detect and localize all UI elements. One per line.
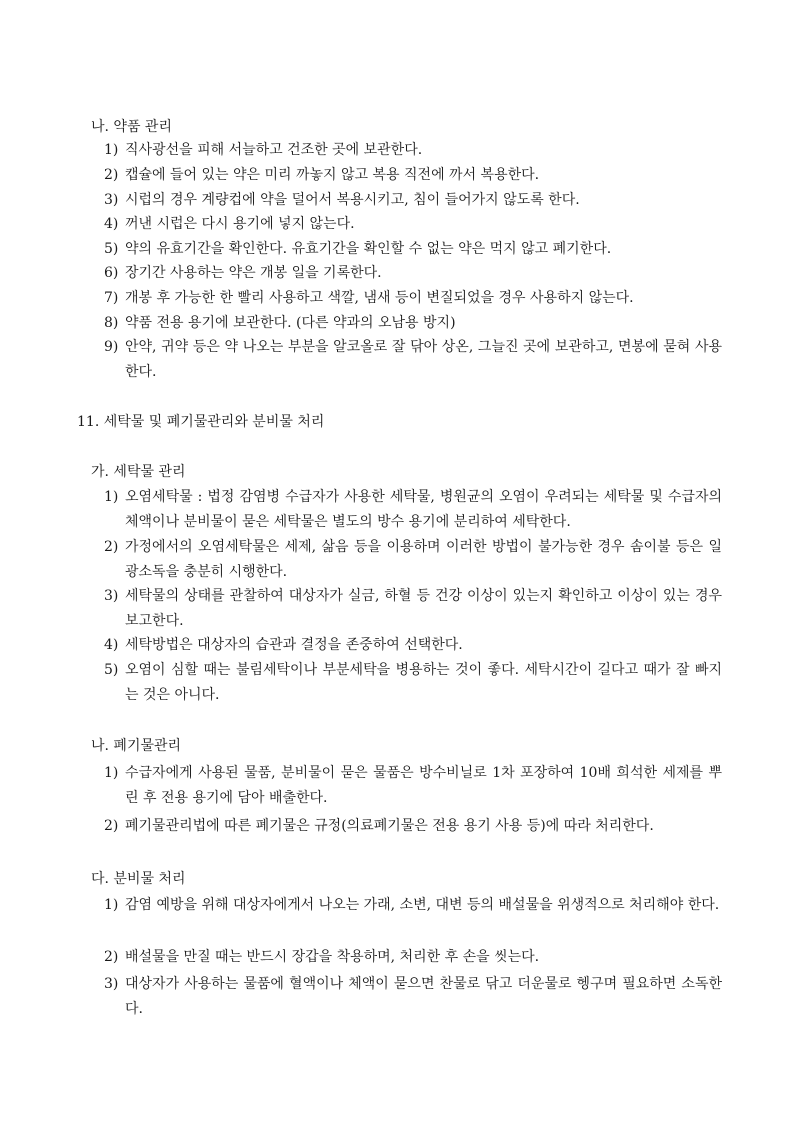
medicine-item-7 <box>104 286 722 311</box>
medicine-item-2 <box>104 163 722 188</box>
item-number: 3) <box>104 192 119 208</box>
item-number: 8) <box>104 315 119 331</box>
item-number: 4) <box>104 216 119 232</box>
medicine-item-9 <box>104 335 722 384</box>
secretion-item-1 <box>104 893 722 918</box>
item-text: 수급자에게 사용된 물품, 분비물이 묻은 물품은 방수비닐로 1차 포장하여 10배 희석한 세제를 뿌린 후 전용 용기에 담아 배출한다. <box>125 765 722 806</box>
item-text: 배설물을 만질 때는 반드시 장갑을 착용하며, 처리한 후 손을 씻는다. <box>125 949 540 965</box>
item-text: 캡슐에 들어 있는 약은 미리 까놓지 않고 복용 직전에 까서 복용한다. <box>125 167 540 183</box>
item-text: 감염 예방을 위해 대상자에게서 나오는 가래, 소변, 대변 등의 배설물을 위생적으로 처리해야 한다. <box>125 897 720 913</box>
medicine-item-3 <box>104 188 722 213</box>
secretion-item-2 <box>104 945 722 970</box>
medicine-item-4 <box>104 212 722 237</box>
item-text: 꺼낸 시럽은 다시 용기에 넣지 않는다. <box>125 216 355 232</box>
item-text: 약의 유효기간을 확인한다. 유효기간을 확인할 수 없는 약은 먹지 않고 폐기한다. <box>125 241 612 257</box>
item-number: 2) <box>104 167 119 183</box>
item-number: 1) <box>104 897 119 913</box>
item-text: 직사광선을 피해 서늘하고 건조한 곳에 보관한다. <box>125 142 423 158</box>
item-number: 1) <box>104 765 119 781</box>
item-number: 4) <box>104 637 119 653</box>
item-number: 7) <box>104 290 119 306</box>
laundry-item-4 <box>104 633 722 658</box>
section-secretion-title: 다. 분비물 처리 <box>91 871 186 887</box>
item-text: 장기간 사용하는 약은 개봉 일을 기록한다. <box>125 265 382 281</box>
laundry-item-5 <box>104 658 722 707</box>
item-number: 6) <box>104 265 119 281</box>
item-text: 가정에서의 오염세탁물은 세제, 삶음 등을 이용하며 이러한 방법이 불가능한 경우 솜이불 등은 일광소독을 충분히 시행한다. <box>125 539 722 580</box>
item-text: 개봉 후 가능한 한 빨리 사용하고 색깔, 냄새 등이 변질되었을 경우 사용하지 않는다. <box>125 290 634 306</box>
item-text: 폐기물관리법에 따른 폐기물은 규정(의료폐기물은 전용 용기 사용 등)에 따라 처리한다. <box>125 818 654 834</box>
section-medicine-title: 나. 약품 관리 <box>91 119 172 135</box>
item-number: 9) <box>104 339 119 355</box>
section-waste-title: 나. 폐기물관리 <box>91 738 182 754</box>
item-number: 2) <box>104 818 119 834</box>
laundry-item-2 <box>104 535 722 584</box>
waste-item-2 <box>104 814 722 839</box>
item-number: 5) <box>104 662 119 678</box>
item-text: 약품 전용 용기에 보관한다. (다른 약과의 오남용 방지) <box>125 315 456 331</box>
medicine-item-1 <box>104 138 722 163</box>
item-number: 1) <box>104 489 119 505</box>
medicine-item-6 <box>104 261 722 286</box>
secretion-item-3 <box>104 972 722 1021</box>
item-text: 안약, 귀약 등은 약 나오는 부분을 알코올로 잘 닦아 상온, 그늘진 곳에 보관하고, 면봉에 묻혀 사용한다. <box>125 339 722 380</box>
item-number: 5) <box>104 241 119 257</box>
item-text: 오염세탁물 : 법정 감염병 수급자가 사용한 세탁물, 병원균의 오염이 우려되는 세탁물 및 수급자의 체액이나 분비물이 묻은 세탁물은 별도의 방수 용기에 분리하여 세탁한다. <box>125 489 722 530</box>
medicine-item-8 <box>104 311 722 336</box>
item-number: 3) <box>104 976 119 992</box>
item-text: 오염이 심할 때는 불림세탁이나 부분세탁을 병용하는 것이 좋다. 세탁시간이 길다고 때가 잘 빠지는 것은 아니다. <box>125 662 722 703</box>
item-text: 세탁방법은 대상자의 습관과 결정을 존중하여 선택한다. <box>125 637 463 653</box>
item-text: 대상자가 사용하는 물품에 혈액이나 체액이 묻으면 찬물로 닦고 더운물로 헹구며 필요하면 소독한다. <box>125 976 722 1017</box>
item-number: 2) <box>104 539 119 555</box>
item-text: 시럽의 경우 계량컵에 약을 덜어서 복용시키고, 침이 들어가지 않도록 한다. <box>125 192 580 208</box>
item-number: 1) <box>104 142 119 158</box>
item-number: 2) <box>104 949 119 965</box>
waste-item-1 <box>104 761 722 810</box>
item-number: 3) <box>104 588 119 604</box>
laundry-item-3 <box>104 584 722 633</box>
item-text: 세탁물의 상태를 관찰하여 대상자가 실금, 하혈 등 건강 이상이 있는지 확인하고 이상이 있는 경우 보고한다. <box>125 588 722 629</box>
laundry-item-1 <box>104 485 722 534</box>
section-11-title: 11. 세탁물 및 폐기물관리와 분비물 처리 <box>77 414 325 430</box>
section-laundry-title: 가. 세탁물 관리 <box>91 464 186 480</box>
medicine-item-5 <box>104 237 722 262</box>
